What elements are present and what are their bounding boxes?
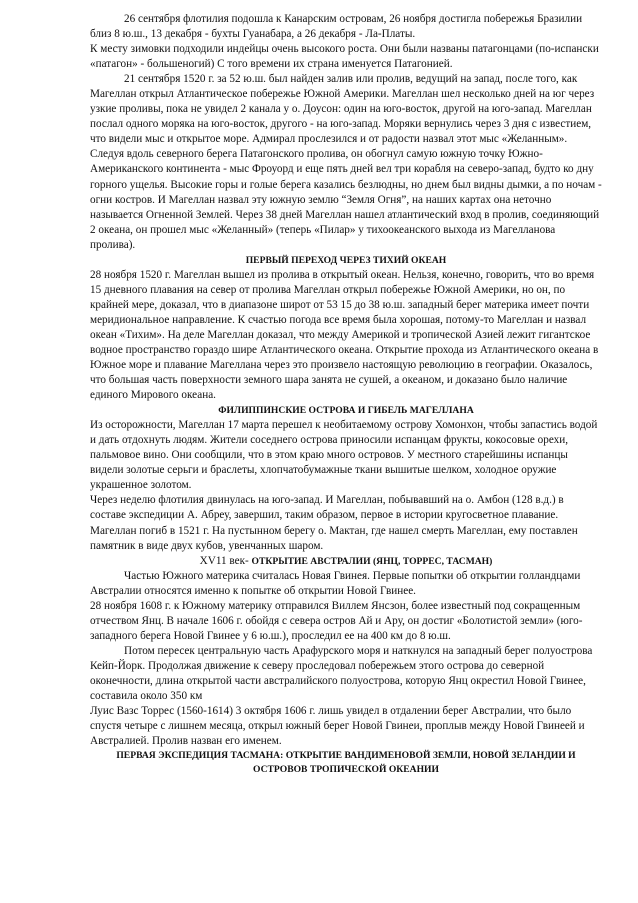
paragraph-patagonians: К месту зимовки подходили индейцы очень высокого роста. Они были названы патагонцами (по-испански «патагон» - большеногий) С того времени их страна именуется Патагонией. bbox=[90, 43, 599, 71]
paragraph-jansz: 28 ноября 1608 г. к Южному материку отправился Виллем Янсзон, более известный под сокращенным отчеством Янц. В начале 1606 г. обойдя с севера остров Ай и Ару, он достиг «Болотистой земли» (юго-западного берега Новой Гвинее у 6 ю.ш.), проследил ее на 400 км до 8 ю.ш. bbox=[90, 599, 583, 642]
paragraph-canary-brazil: 26 сентября флотилия подошла к Канарским островам, 26 ноября достигла побережья Бразилии близ 8 ю.ш., 13 декабря - бухты Гуанабара, а 26 декабря - Ла-Платы. bbox=[90, 13, 583, 41]
paragraph-ambon: Через неделю флотилия двинулась на юго-запад. И Магеллан, побывавший на о. Амбон (128 в.д.) в составе экспедиции А. Абреу, завершил, таким образом, первое в истории кругосветное плавание. bbox=[90, 494, 564, 522]
paragraph-homonhon: Из осторожности, Магеллан 17 марта перешел к необитаемому острову Хомонхон, чтобы запастись водой и дать отдохнуть людям. Жители соседнего острова приносили испанцам фрукты, кокосовые орехи, пальмовое вино. Они сообщили, что в этом краю много островов. У местного старейшины испанцы видели золотые серьги и браслеты, хлопчатобумажные ткани вышитые шелком, холодное оружие украшенное золотом. bbox=[90, 419, 598, 492]
heading-australia-title: ОТКРЫТИЕ АВСТРАЛИИ (ЯНЦ, ТОРРЕС, ТАСМАН) bbox=[251, 555, 493, 567]
paragraph-strait-discovery: 21 сентября 1520 г. за 52 ю.ш. был найден залив или пролив, ведущий на запад, после того, как Магеллан открыл Атлантическое побережье Южной Америки. Магеллан шел несколько дней на юг через узкие проливы, пока не увидел 2 канала у о. Доусон: один на юго-восток, другой на юго-запад. Магеллан послал одного моряка на юго-восток, другого - на юго-запад. Моряки вернулись через 3 дня с известием, что видели мыс и открытое море. Адмирал прослезился и от радости назвал этот мыс «Желанным». Следуя вдоль северного берега Патагонского пролива, он обогнул самую южную точку Южно-Американского континента - мыс Фроуорд и еще пять дней вел три корабля на северо-запад, будто ко дну горного ущелья. Высокие горы и голые берега казались безлюдны, но днем был видны дымки, а по ночам - огни костров. И Магеллан назвал эту южную землю “Земля Огня”, на наших картах она неточно называется Огненной Землей. Через 38 дней Магеллан нашел атлантический вход в пролив, соединяющий 2 океана, он прошел мыс «Желанный» (теперь «Пилар» у тихоокеанского выхода из Магелланова пролива). bbox=[90, 73, 602, 251]
paragraph-arafura: Потом пересек центральную часть Арафурского моря и наткнулся на западный берег полуострова Кейп-Йорк. Продолжая движение к северу проследовал побережьем этого острова до северной оконечности, длина открытой части австралийского полуострова, которую Янц окрестил Новой Гвинее, составила около 350 км bbox=[90, 644, 593, 703]
heading-tasman: ПЕРВАЯ ЭКСПЕДИЦИЯ ТАСМАНА: ОТКРЫТИЕ ВАНДИМЕНОВОЙ ЗЕМЛИ, НОВОЙ ЗЕЛАНДИИ И ОСТРОВОВ ТРОПИЧЕСКОЙ ОКЕАНИИ bbox=[116, 750, 576, 775]
heading-century-prefix: XV11 век- bbox=[199, 554, 252, 567]
paragraph-pacific-crossing: 28 ноября 1520 г. Магеллан вышел из пролива в открытый океан. Нельзя, конечно, говорить, что во время 15 дневного плавания на север от пролива Магеллан открыл побережье Южной Америки, но он, по крайней мере, доказал, что в диапазоне широт от 53 15 до 38 ю.ш. западный берег материка имеет почти меридиональное направление. К счастью погода все время была хорошая, потому-то Магеллан и назвал океан «Тихим». На деле Магеллан доказал, что между Америкой и тропической Азией лежит гигантское водное пространство гораздо шире Атлантического океана. Открытие прохода из Атлантического океана в Южное море и плавание Магеллана через это произвело настоящую революцию в географии. Оказалось, что большая часть поверхности земного шара занята не сушей, а океаном, и доказано было наличие единого Мирового океана. bbox=[90, 268, 599, 402]
heading-australia bbox=[90, 554, 602, 569]
paragraph-new-guinea: Частью Южного материка считалась Новая Гвинея. Первые попытки об открытии голландцами Австралии относятся именно к попытке об открытии Новой Гвинее. bbox=[90, 569, 581, 597]
paragraph-torres: Луис Вазс Торрес (1560-1614) 3 октября 1606 г. лишь увидел в отдалении берег Австралии, что было спустя четыре с лишнем месяца, открыл южный берег Новой Гвинеи, проплыв между Новой Гвинеей и Австралией. Пролив назван его именем. bbox=[90, 705, 585, 748]
heading-philippines: ФИЛИППИНСКИЕ ОСТРОВА И ГИБЕЛЬ МАГЕЛЛАНА bbox=[218, 405, 474, 417]
paragraph-mactan: Магеллан погиб в 1521 г. На пустынном берегу о. Мактан, где нашел смерть Магеллан, ему поставлен памятник в виде двух кубов, увенчанных шаром. bbox=[90, 524, 578, 552]
heading-pacific-crossing: ПЕРВЫЙ ПЕРЕХОД ЧЕРЕЗ ТИХИЙ ОКЕАН bbox=[245, 254, 447, 266]
